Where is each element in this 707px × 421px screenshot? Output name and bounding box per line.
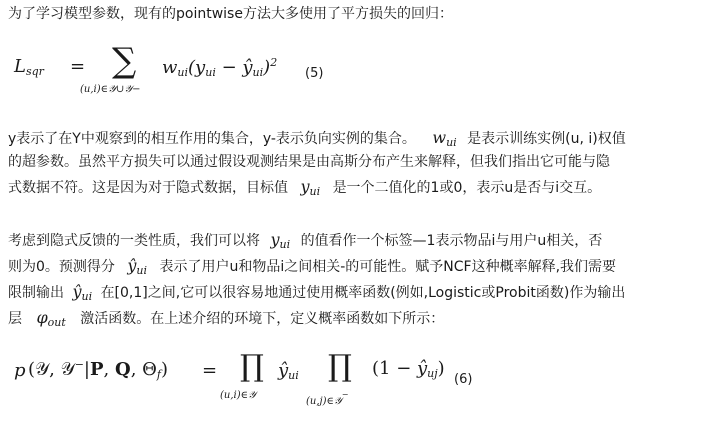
paragraph-1-line-2: 的超参数。虽然平方损失可以通过假设观测结果是由高斯分布产生来解释，但我们指出它可能与隐 bbox=[8, 154, 610, 170]
equation-6-number: (6) bbox=[454, 372, 473, 387]
paragraph-2-line-2: 则为0。预测得分 $ŷ_{ui}$ 表示了用户u和物品i之间相关-的可能性。赋予NCF这种概率解释,我们需要 bbox=[8, 256, 617, 277]
paragraph-2-line-4: 层 $\varphi_{out}$ 激活函数。在上述介绍的环境下，定义概率函数如下所示： bbox=[8, 308, 445, 329]
equation-5: $L_{sqr}$ = ∑ (u,i)∈𝒴∪𝒴− $w_{ui}(y_{ui}$ − $ŷ_{ui})^2$ (5) bbox=[14, 41, 324, 95]
equation-5-number: (5) bbox=[305, 66, 324, 81]
paragraph-2-line-1: 考虑到隐式反馈的一类性质，我们可以将 $y_{ui}$ 的值看作一个标签—1表示物品i与用户u相关，否 bbox=[8, 230, 603, 251]
paragraph-1-line-1: y表示了在Y中观察到的相互作用的集合，y-表示负向实例的集合。 $w_{ui}$ 是表示训练实例(u, i)权值 bbox=[8, 128, 626, 149]
paragraph-1-line-3: 式数据不符。这是因为对于隐式数据，目标值 $y_{ui}$ 是一个二值化的1或0，表示u是否与i交互。 bbox=[8, 177, 602, 198]
paragraph-2-line-3: 限制输出 $ŷ_{ui}$ 在[0,1]之间,它可以很容易地通过使用概率函数(例如,Logistic或Probit函数)作为输出 bbox=[8, 282, 626, 303]
intro-text: 为了学习模型参数，现有的pointwise方法大多使用了平方损失的回归： bbox=[8, 6, 453, 22]
equation-6: p (𝒴, 𝒴−|P, Q, $\Theta_f$) = ∏ (u,i)∈𝒴 $ŷ_{ui}$ ∏ (u,j)∈𝒴− $(1 - ŷ_{uj})$ (6) bbox=[14, 349, 473, 407]
